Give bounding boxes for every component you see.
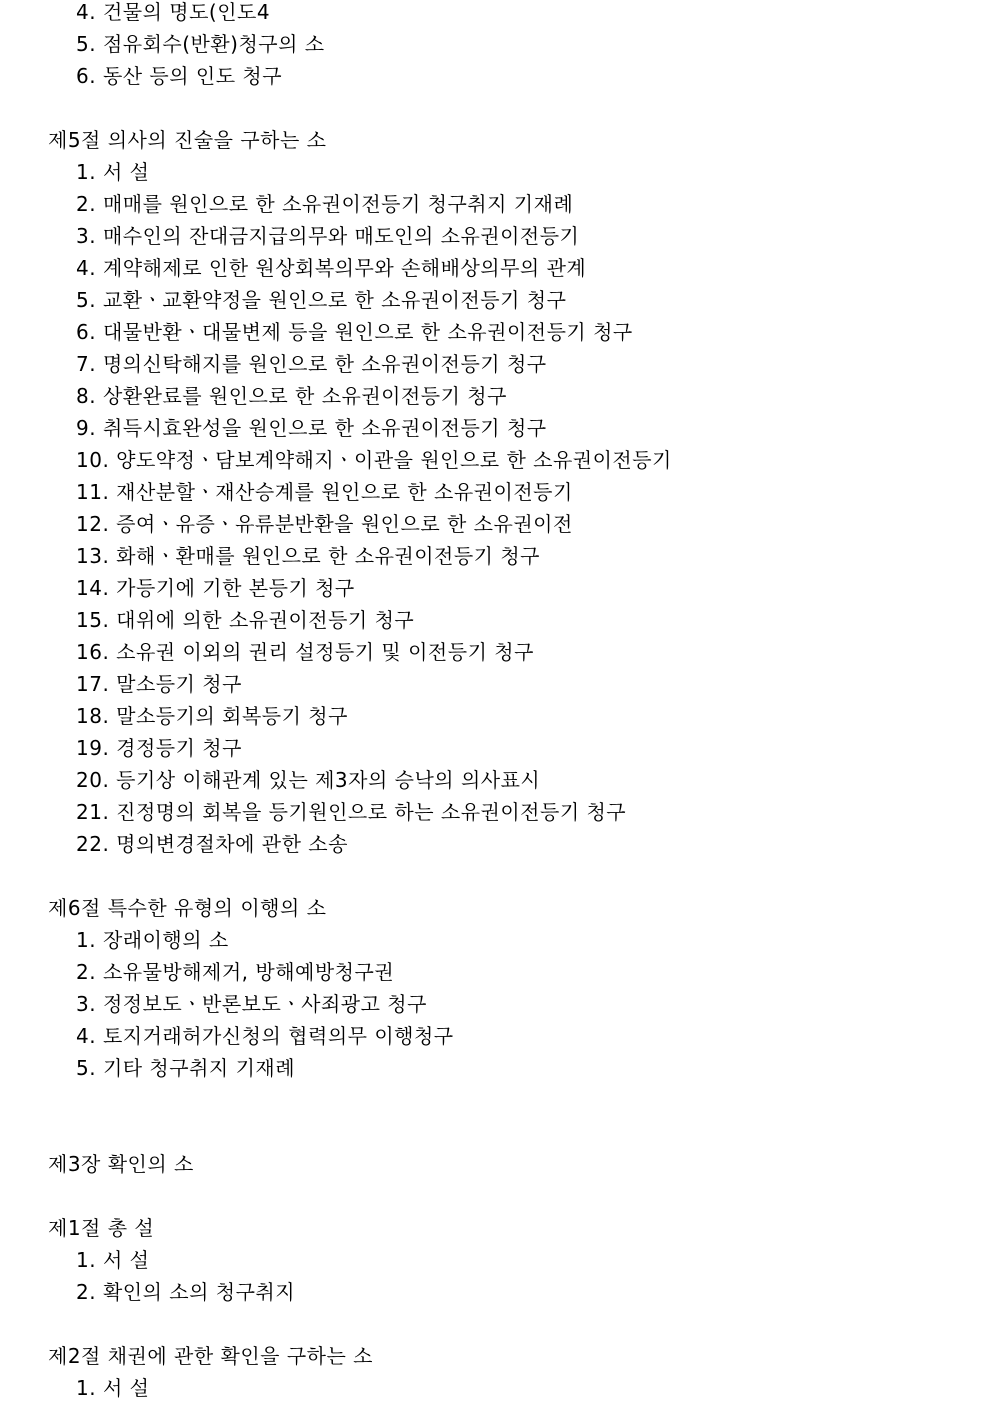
toc-item: 14. 가등기에 기한 본등기 청구 [76, 576, 355, 600]
toc-item: 4. 계약해제로 인한 원상회복의무와 손해배상의무의 관계 [76, 256, 587, 280]
toc-item: 1. 장래이행의 소 [76, 928, 229, 952]
toc-item: 13. 화해ㆍ환매를 원인으로 한 소유권이전등기 청구 [76, 544, 540, 568]
section-heading: 제2절 채권에 관한 확인을 구하는 소 [48, 1344, 373, 1368]
toc-item: 21. 진정명의 회복을 등기원인으로 하는 소유권이전등기 청구 [76, 800, 627, 824]
section-heading: 제6절 특수한 유형의 이행의 소 [48, 896, 327, 920]
toc-item: 5. 기타 청구취지 기재례 [76, 1056, 296, 1080]
toc-item: 6. 대물반환ㆍ대물변제 등을 원인으로 한 소유권이전등기 청구 [76, 320, 633, 344]
toc-item: 1. 서 설 [76, 1376, 150, 1400]
toc-item: 15. 대위에 의한 소유권이전등기 청구 [76, 608, 415, 632]
toc-item: 6. 동산 등의 인도 청구 [76, 64, 283, 88]
toc-item: 22. 명의변경절차에 관한 소송 [76, 832, 348, 856]
toc-item: 5. 점유회수(반환)청구의 소 [76, 32, 325, 56]
toc-item: 7. 명의신탁해지를 원인으로 한 소유권이전등기 청구 [76, 352, 547, 376]
toc-item: 16. 소유권 이외의 권리 설정등기 및 이전등기 청구 [76, 640, 534, 664]
toc-item: 2. 소유물방해제거, 방해예방청구권 [76, 960, 395, 984]
section-heading: 제1절 총 설 [48, 1216, 155, 1240]
toc-item: 17. 말소등기 청구 [76, 672, 242, 696]
toc-item: 18. 말소등기의 회복등기 청구 [76, 704, 348, 728]
toc-item: 1. 서 설 [76, 160, 150, 184]
toc-item: 2. 매매를 원인으로 한 소유권이전등기 청구취지 기재례 [76, 192, 574, 216]
toc-item: 19. 경정등기 청구 [76, 736, 242, 760]
toc-item: 20. 등기상 이해관계 있는 제3자의 승낙의 의사표시 [76, 768, 541, 792]
toc-item: 4. 건물의 명도(인도4 [76, 0, 271, 24]
toc-item: 5. 교환ㆍ교환약정을 원인으로 한 소유권이전등기 청구 [76, 288, 567, 312]
toc-item: 11. 재산분할ㆍ재산승계를 원인으로 한 소유권이전등기 [76, 480, 573, 504]
toc-item: 1. 서 설 [76, 1248, 150, 1272]
toc-item: 8. 상환완료를 원인으로 한 소유권이전등기 청구 [76, 384, 507, 408]
toc-item: 2. 확인의 소의 청구취지 [76, 1280, 296, 1304]
toc-item: 9. 취득시효완성을 원인으로 한 소유권이전등기 청구 [76, 416, 547, 440]
section-heading: 제5절 의사의 진술을 구하는 소 [48, 128, 327, 152]
toc-item: 4. 토지거래허가신청의 협력의무 이행청구 [76, 1024, 454, 1048]
toc-item: 12. 증여ㆍ유증ㆍ유류분반환을 원인으로 한 소유권이전 [76, 512, 573, 536]
toc-item: 3. 정정보도ㆍ반론보도ㆍ사죄광고 청구 [76, 992, 427, 1016]
toc-item: 3. 매수인의 잔대금지급의무와 매도인의 소유권이전등기 [76, 224, 580, 248]
section-heading: 제3장 확인의 소 [48, 1152, 194, 1176]
toc-item: 10. 양도약정ㆍ담보계약해지ㆍ이관을 원인으로 한 소유권이전등기 [76, 448, 672, 472]
